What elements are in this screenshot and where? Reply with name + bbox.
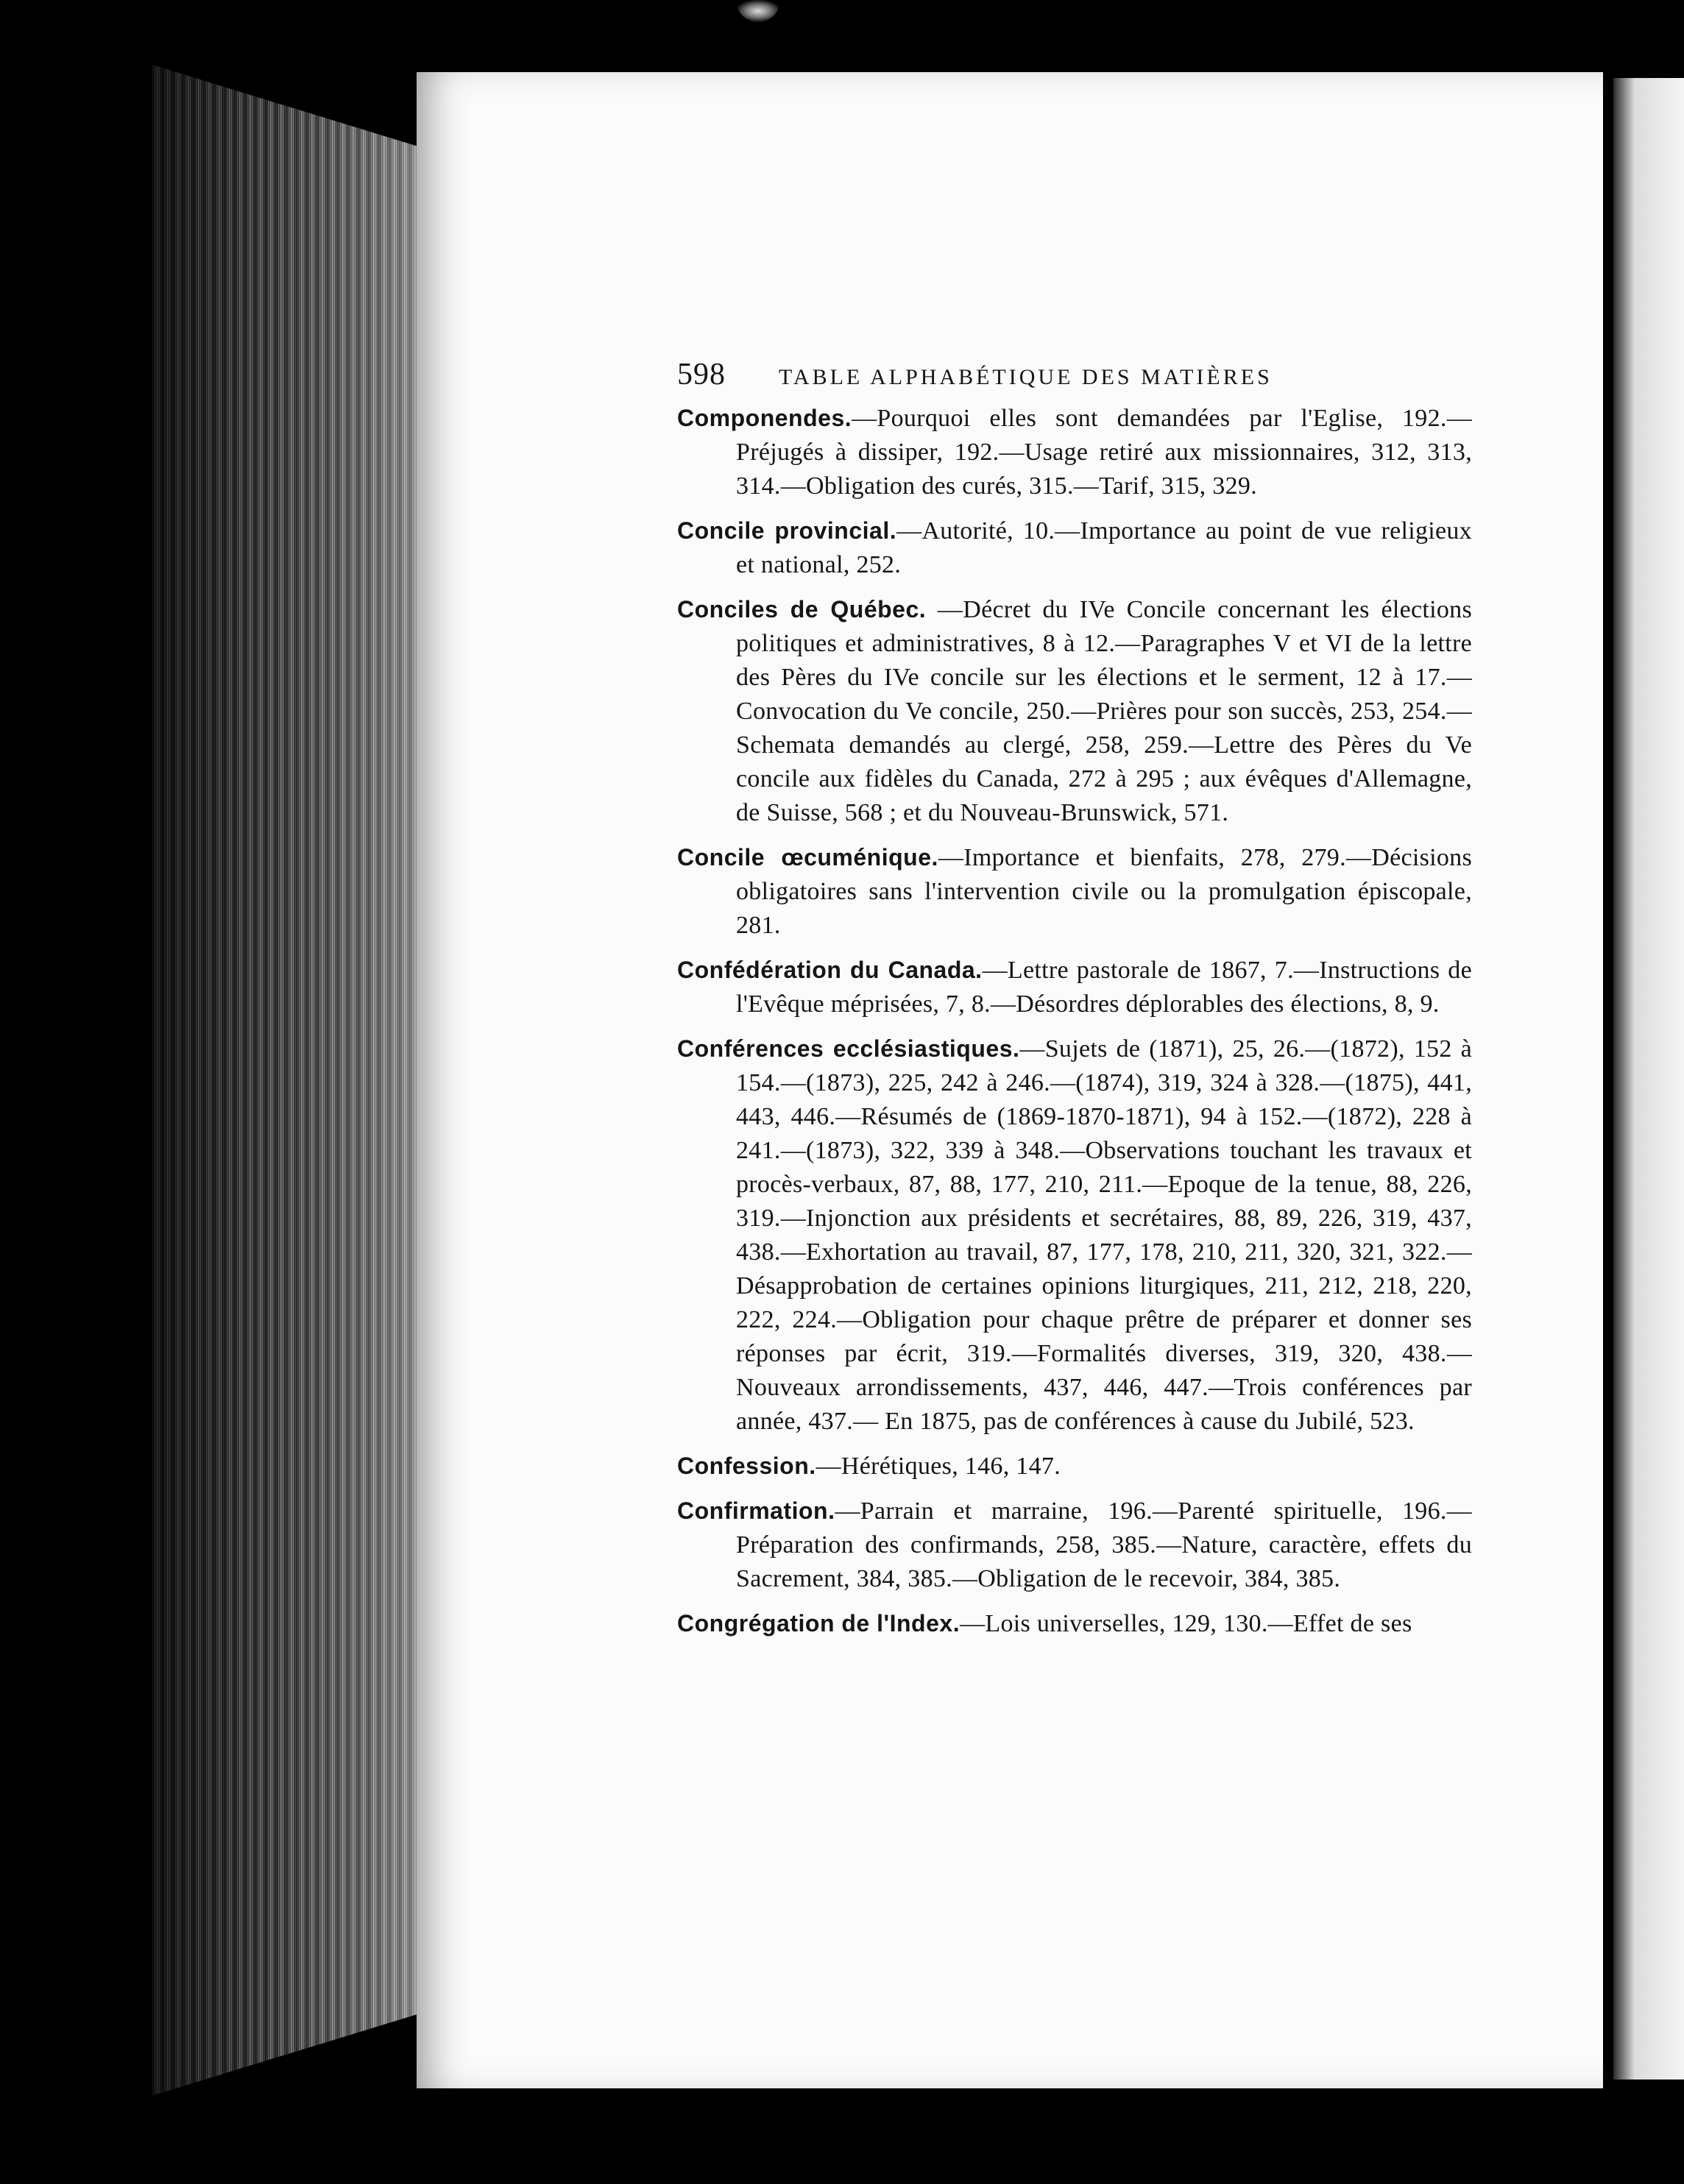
entry-heading: Confession. bbox=[677, 1453, 816, 1479]
running-head-title: TABLE ALPHABÉTIQUE DES MATIÈRES bbox=[779, 365, 1273, 389]
index-entry bbox=[677, 1032, 1472, 1439]
entry-text: —Lettre pastorale de 1867, 7.—Instructions de l'Evêque méprisées, 7, 8.—Désordres déplorables des élections, 8, 9. bbox=[736, 957, 1472, 1018]
entry-text: —Autorité, 10.—Importance au point de vue religieux et national, 252. bbox=[736, 517, 1472, 578]
entry-heading: Confédération du Canada. bbox=[677, 957, 983, 983]
entry-text: —Décret du IVe Concile concernant les élections politiques et administratives, 8 à 12.—Paragraphes V et VI de la lettre des Pères du IVe concile sur les élections et le serment, 12 à 17.—Convocation du Ve concile, 250.—Prières pour son succès, 253, 254.—Schemata demandés au clergé, 258, 259.—Lettre des Pères du Ve concile aux fidèles du Canada, 272 à 295 ; aux évêques d'Allemagne, de Suisse, 568 ; et du Nouveau-Brunswick, 571. bbox=[736, 596, 1473, 826]
page-content bbox=[677, 357, 1472, 1651]
index-entry bbox=[677, 840, 1472, 943]
entry-text: —Importance et bienfaits, 278, 279.—Décisions obligatoires sans l'intervention civile ou la promulgation épiscopale, 281. bbox=[736, 844, 1473, 939]
index-entry bbox=[677, 1494, 1472, 1596]
entry-text: —Lois universelles, 129, 130.—Effet de ses bbox=[960, 1610, 1412, 1637]
book-page-edges bbox=[152, 65, 417, 2096]
index-entry bbox=[677, 514, 1472, 582]
entry-heading: Componendes. bbox=[677, 405, 852, 431]
facing-page-edge bbox=[1613, 78, 1684, 2080]
entry-heading: Conférences ecclésiastiques. bbox=[677, 1035, 1020, 1062]
index-entry bbox=[677, 592, 1472, 830]
entry-heading: Concile œcuménique. bbox=[677, 844, 938, 871]
entry-text: —Hérétiques, 146, 147. bbox=[816, 1453, 1061, 1480]
entry-text: —Sujets de (1871), 25, 26.—(1872), 152 à 154.—(1873), 225, 242 à 246.—(1874), 319, 324 à 328.—(1875), 441, 443, 446.—Résumés de (1869-1870-1871), 94 à 152.—(1872), 228 à 241.—(1873), 322, 339 à 348.—Observations touchant les travaux et procès-verbaux, 87, 88, 177, 210, 211.—Epoque de la tenue, 88, 226, 319.—Injonction aux présidents et secrétaires, 88, 89, 226, 319, 437, 438.—Exhortation au travail, 87, 177, 178, 210, 211, 320, 321, 322.—Désapprobation de certaines opinions liturgiques, 211, 212, 218, 220, 222, 224.—Obligation pour chaque prêtre de préparer et donner ses réponses par écrit, 319.—Formalités diverses, 319, 320, 438.—Nouveaux arrondissements, 437, 446, 447.—Trois conférences par année, 437.— En 1875, pas de conférences à cause du Jubilé, 523. bbox=[736, 1035, 1472, 1435]
entry-text: —Parrain et marraine, 196.—Parenté spirituelle, 196.—Préparation des confirmands, 258, 385.—Nature, caractère, effets du Sacrement, 384, 385.—Obligation de le recevoir, 384, 385. bbox=[736, 1497, 1472, 1592]
scan-speck bbox=[736, 0, 780, 22]
page-number: 598 bbox=[677, 358, 726, 391]
index-entry bbox=[677, 1606, 1472, 1641]
entry-heading: Conciles de Québec. bbox=[677, 596, 927, 623]
index-entry bbox=[677, 401, 1472, 503]
entry-text: —Pourquoi elles sont demandées par l'Eglise, 192.—Préjugés à dissiper, 192.—Usage retiré aux missionnaires, 312, 313, 314.—Obligation des curés, 315.—Tarif, 315, 329. bbox=[736, 405, 1472, 500]
entry-heading: Congrégation de l'Index. bbox=[677, 1610, 960, 1637]
index-entry bbox=[677, 1449, 1472, 1483]
running-head bbox=[677, 357, 1472, 401]
index-entry bbox=[677, 953, 1472, 1021]
entry-heading: Concile provincial. bbox=[677, 517, 897, 544]
entry-heading: Confirmation. bbox=[677, 1497, 835, 1524]
